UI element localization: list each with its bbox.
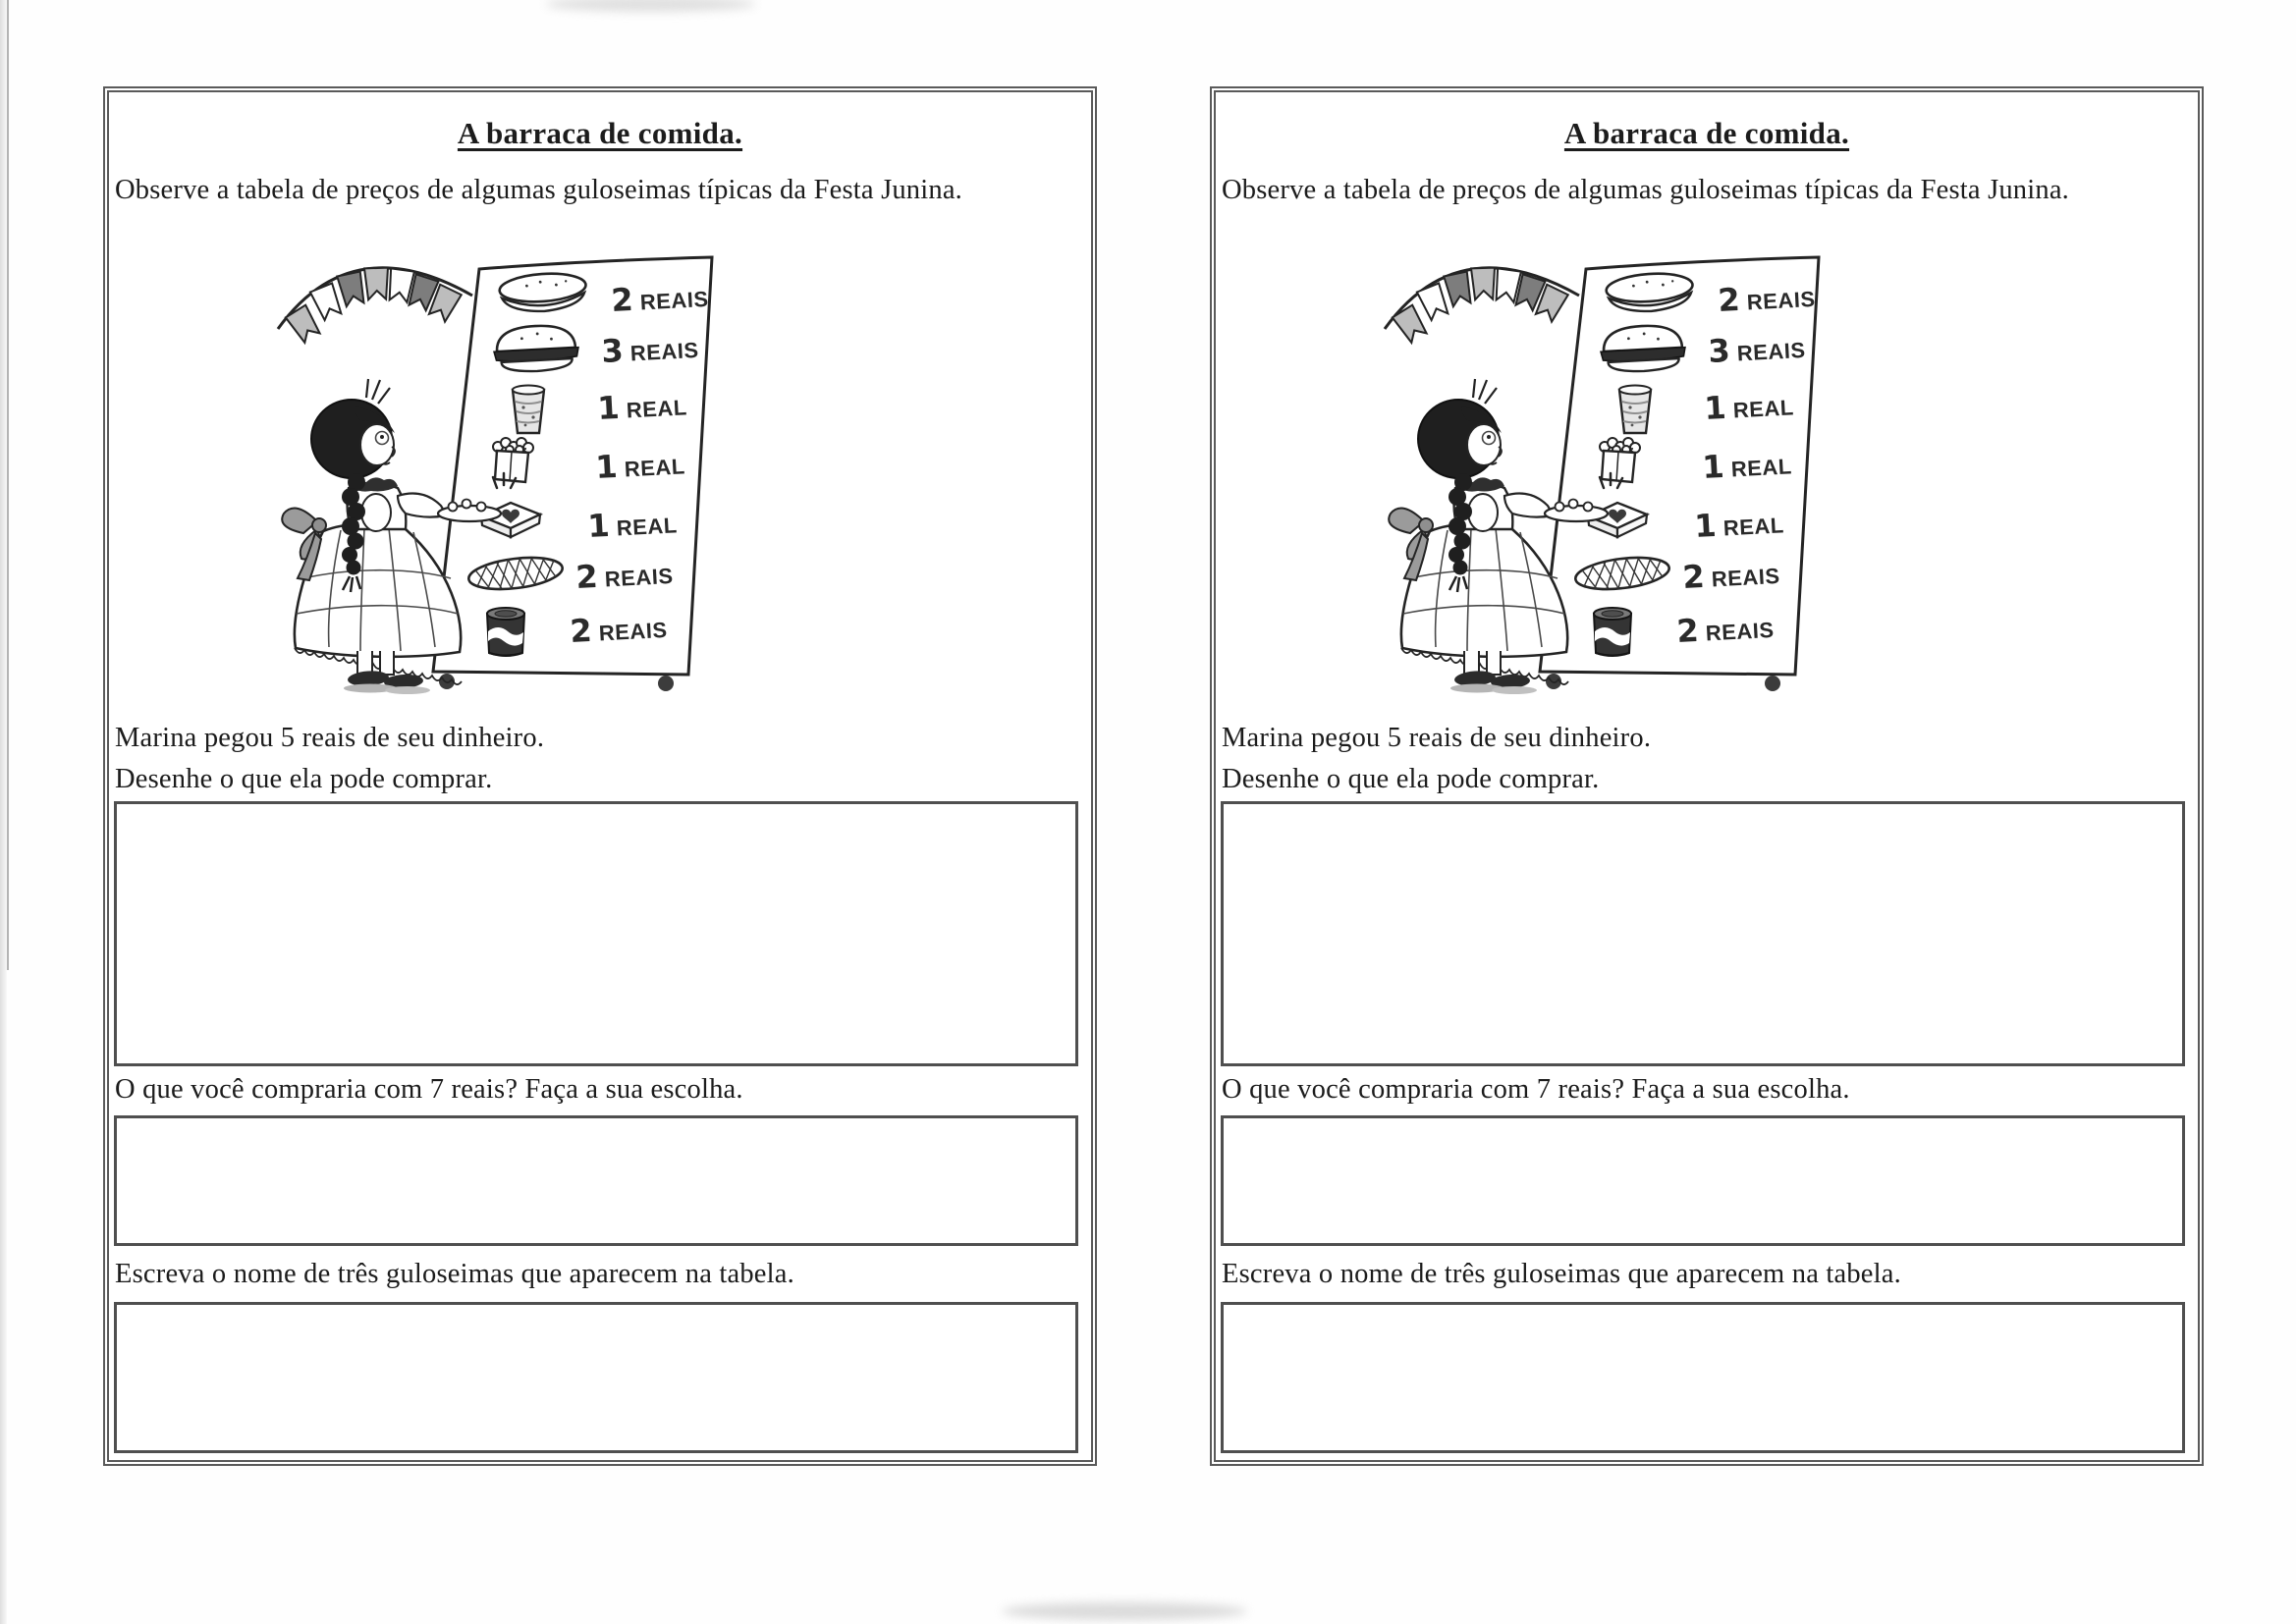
popcorn-icon [1600,438,1640,482]
board-wheel-icon [658,676,674,691]
drawing-answer-box [1221,801,2185,1066]
price-value: 1 [1693,506,1718,545]
scan-smudge-top [545,0,756,12]
face [360,424,394,465]
price-value: 2 [1681,557,1706,596]
task1-line2: Desenhe o que ela pode comprar. [115,764,493,794]
task3-instruction: Escreva o nome de três guloseimas que aparecem na tabela. [1222,1259,1901,1289]
soda-can-icon [1594,608,1631,656]
worksheet-copy-right [1210,86,2204,1466]
names-answer-box [1221,1302,2185,1453]
hair-strands [366,379,390,404]
price-unit: REAL [1730,454,1793,482]
price-value: 1 [586,506,611,545]
price-unit: REAIS [1746,286,1817,315]
price-value: 2 [1675,611,1700,650]
price-unit: REAL [1732,395,1795,423]
intro-text: Observe a tabela de preços de algumas guloseimas típicas da Festa Junina. [1222,175,2070,205]
price-value: 1 [594,447,619,486]
choice-answer-box [114,1115,1078,1246]
legs-and-shoes [344,651,430,694]
food-stall-illustration [258,235,730,696]
board-wheel-icon [1765,676,1780,691]
task2-question: O que você compraria com 7 reais? Faça a sua escolha. [115,1074,743,1105]
legs-and-shoes [1450,651,1537,694]
price-unit: REAL [626,395,688,423]
price-value: 3 [600,331,625,370]
price-value: 3 [1707,331,1731,370]
price-value: 2 [1717,280,1741,319]
price-unit: REAIS [1711,563,1781,592]
task2-question: O que você compraria com 7 reais? Faça a sua escolha. [1222,1074,1850,1105]
drink-cup-icon [513,386,544,434]
task1-line2: Desenhe o que ela pode comprar. [1222,764,1600,794]
choice-answer-box [1221,1115,2185,1246]
drink-cup-icon [1619,386,1651,434]
price-unit: REAIS [1736,337,1807,366]
price-unit: REAL [1722,513,1785,541]
popcorn-icon [493,438,533,482]
task1-line1: Marina pegou 5 reais de seu dinheiro. [115,723,545,753]
price-value: 2 [610,280,634,319]
price-unit: REAIS [629,337,700,366]
scan-edge-shade [0,0,7,1624]
hair-strands [1473,379,1497,404]
scanner-edge-line [7,0,9,970]
task3-instruction: Escreva o nome de três guloseimas que aparecem na tabela. [115,1259,794,1289]
price-value: 1 [596,388,621,427]
food-stall-illustration [1365,235,1836,696]
names-answer-box [114,1302,1078,1453]
price-value: 1 [1703,388,1727,427]
price-unit: REAIS [639,286,710,315]
worksheet-title: A barraca de comida. [1563,116,1850,150]
price-value: 2 [574,557,599,596]
bunting-flags-icon [278,268,472,345]
worksheet-copy-left [103,86,1097,1466]
face [1467,424,1501,465]
task1-line1: Marina pegou 5 reais de seu dinheiro. [1222,723,1652,753]
eye [380,435,384,439]
price-unit: REAIS [598,617,669,646]
scan-smudge-bottom [1002,1602,1247,1620]
price-unit: REAL [616,513,679,541]
soda-can-icon [487,608,524,656]
eye [1487,435,1491,439]
worksheet-title: A barraca de comida. [457,116,743,150]
price-unit: REAIS [1705,617,1776,646]
price-unit: REAIS [604,563,675,592]
intro-text: Observe a tabela de preços de algumas guloseimas típicas da Festa Junina. [115,175,963,205]
drawing-answer-box [114,801,1078,1066]
price-unit: REAL [624,454,686,482]
price-value: 1 [1701,447,1725,486]
price-value: 2 [569,611,593,650]
bunting-flags-icon [1385,268,1579,345]
